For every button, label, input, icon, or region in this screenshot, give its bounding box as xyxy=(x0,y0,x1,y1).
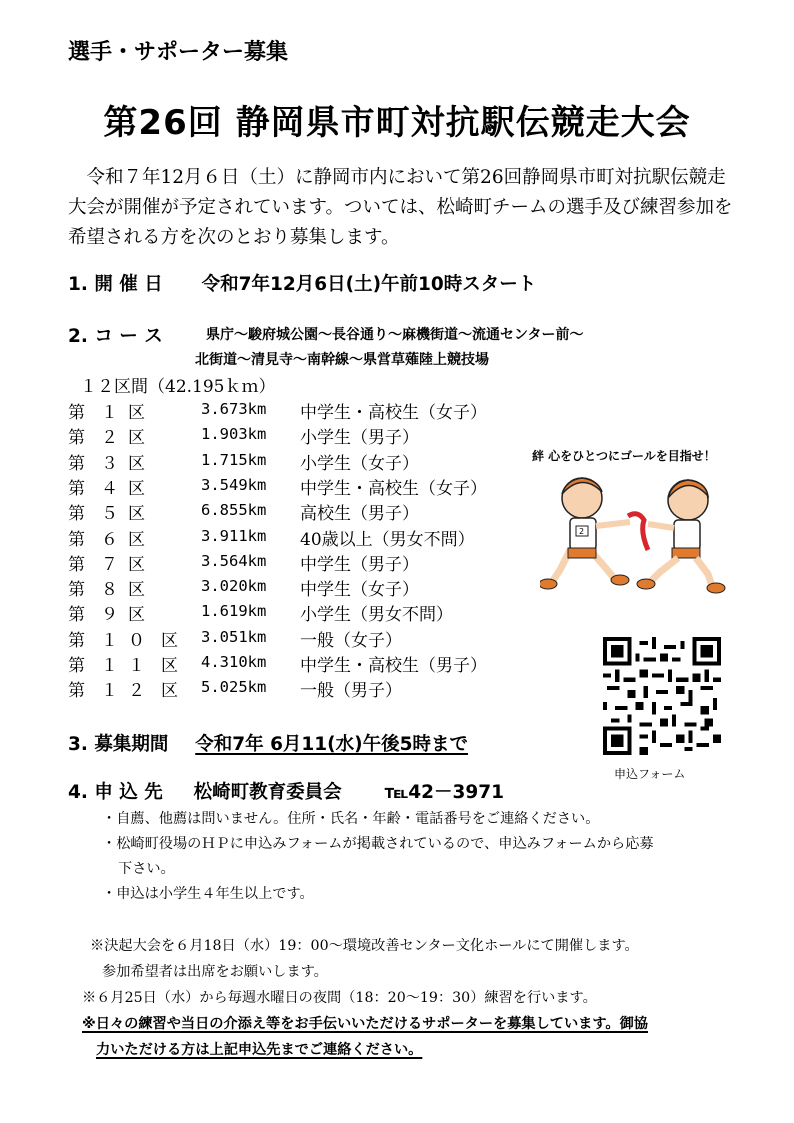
leg-dist: 6.855km xyxy=(201,501,267,520)
leg-c3: 区 xyxy=(128,605,145,626)
leg-c1: 第 xyxy=(68,529,85,550)
leg-c4: 区 xyxy=(161,630,178,651)
leg-cat: 中学生・高校生（女子） xyxy=(300,478,487,499)
leg-cat: 高校生（男子） xyxy=(300,504,419,525)
leg-c2: １ xyxy=(101,630,118,651)
leg-c3: 区 xyxy=(128,428,145,449)
leg-c3: ０ xyxy=(128,630,145,651)
leg-c2: ７ xyxy=(101,554,118,575)
recruit-heading: 選手・サポーター募集 xyxy=(68,40,289,65)
qr-code[interactable] xyxy=(603,637,721,755)
leg-dist: 3.051km xyxy=(201,627,267,646)
note-item: ・松崎町役場のＨＰに申込みフォームが掲載されているので、申込みフォームから応募 xyxy=(102,836,654,852)
course-route-line1: 県庁～駿府城公園～長谷通り～麻機街道～流通センター前～ xyxy=(206,327,584,343)
leg-c4: 区 xyxy=(161,681,178,702)
application-period-value: 令和7年 6月11(水)午後5時まで xyxy=(195,734,468,755)
note-item: ・申込は小学生４年生以上です。 xyxy=(102,886,314,902)
leg-c3: 区 xyxy=(128,478,145,499)
leg-dist: 1.903km xyxy=(201,425,267,444)
leg-c2: １ xyxy=(101,403,118,423)
leg-cat: 小学生（男子） xyxy=(300,428,419,449)
leg-dist: 5.025km xyxy=(201,678,267,697)
section-label: 3. 募集期間 xyxy=(68,734,169,755)
section-application-period xyxy=(68,730,468,756)
leg-c2: ４ xyxy=(101,478,118,499)
leg-dist: 4.310km xyxy=(201,653,267,671)
leg-cat: 中学生・高校生（女子） xyxy=(300,403,487,423)
leg-c2: ３ xyxy=(101,453,118,474)
leg-c3: 区 xyxy=(128,453,145,474)
note-item-continued: 下さい。 xyxy=(118,861,175,877)
leg-dist: 1.715km xyxy=(201,450,267,469)
leg-c1: 第 xyxy=(68,554,85,575)
leg-c3: 区 xyxy=(128,529,145,550)
leg-c1: 第 xyxy=(68,403,85,423)
leg-c2: １ xyxy=(101,656,118,676)
leg-dist: 3.020km xyxy=(201,577,267,596)
svg-text:2: 2 xyxy=(579,527,585,536)
leg-c3: 区 xyxy=(128,580,145,601)
leg-dist: 3.549km xyxy=(201,475,267,494)
leg-cat: 一般（男子） xyxy=(300,681,402,702)
leg-cat: 中学生・高校生（男子） xyxy=(300,656,487,676)
section-label: 4. 申 込 先 xyxy=(68,782,163,803)
leg-c2: ８ xyxy=(101,580,118,601)
leg-dist: 3.911km xyxy=(201,526,267,545)
qr-caption: 申込フォーム xyxy=(614,767,686,781)
section-label: 1. 開 催 日 xyxy=(68,274,163,295)
relay-runners-illustration xyxy=(540,470,740,600)
leg-c3: １ xyxy=(128,656,145,676)
annotation-supporters: ※日々の練習や当日の介添え等をお手伝いいただけるサポーターを募集しています。御協 xyxy=(82,1016,648,1032)
course-route-line2: 北街道～清見寺～南幹線～県営草薙陸上競技場 xyxy=(195,352,489,368)
leg-dist: 3.673km xyxy=(201,400,267,418)
leg-cat: 小学生（男女不問） xyxy=(300,605,453,626)
leg-cat: 小学生（女子） xyxy=(300,453,419,474)
leg-c1: 第 xyxy=(68,478,85,499)
contact-org: 松崎町教育委員会 xyxy=(193,782,342,803)
section-contact xyxy=(68,778,504,804)
intro-paragraph: 令和７年12月６日（土）に静岡市内において第26回静岡県市町対抗駅伝競走大会が開催が予定されています。ついては、松崎町チームの選手及び練習参加を希望される方を次のとおり募集します。 xyxy=(68,167,733,248)
leg-c2: ５ xyxy=(101,504,118,525)
annotation-rally: ※決起大会を６月18日（水）19：00～環境改善センター文化ホールにて開催します。 xyxy=(90,938,639,954)
leg-c1: 第 xyxy=(68,681,85,702)
leg-c1: 第 xyxy=(68,453,85,474)
leg-c1: 第 xyxy=(68,428,85,449)
leg-c3: 区 xyxy=(128,554,145,575)
leg-c3: 区 xyxy=(128,403,145,423)
leg-c2: ２ xyxy=(101,428,118,449)
leg-dist: 1.619km xyxy=(201,602,267,621)
leg-c1: 第 xyxy=(68,580,85,601)
leg-c3: 区 xyxy=(128,504,145,525)
leg-cat: 中学生（男子） xyxy=(300,554,419,575)
annotation-supporters-continued: 力いただける方は上記申込先までご連絡ください。 xyxy=(96,1042,423,1058)
leg-cat: 一般（女子） xyxy=(300,630,402,651)
slogan: 絆 心をひとつにゴールを目指せ！ xyxy=(532,449,716,463)
section-course-label: 2. コ ー ス xyxy=(68,326,163,347)
leg-c3: ２ xyxy=(128,681,145,702)
event-date-value: 令和7年12月6日(土)午前10時スタート xyxy=(201,274,537,295)
course-summary: １２区間（42.195ｋｍ） xyxy=(80,377,276,397)
leg-c2: １ xyxy=(101,681,118,702)
leg-dist: 3.564km xyxy=(201,551,267,570)
leg-c4: 区 xyxy=(161,656,178,676)
leg-c1: 第 xyxy=(68,630,85,651)
contact-phone: ℡42－3971 xyxy=(384,782,504,803)
note-item: ・自薦、他薦は問いません。住所・氏名・年齢・電話番号をご連絡ください。 xyxy=(102,811,600,827)
page-title: 第26回 静岡県市町対抗駅伝競走大会 xyxy=(103,103,691,143)
leg-c2: ９ xyxy=(101,605,118,626)
annotation-practice: ※６月25日（水）から毎週水曜日の夜間（18：20～19：30）練習を行います。 xyxy=(82,990,597,1006)
leg-c1: 第 xyxy=(68,605,85,626)
annotation-rally-continued: 参加希望者は出席をお願いします。 xyxy=(102,964,328,980)
leg-c1: 第 xyxy=(68,656,85,676)
leg-c1: 第 xyxy=(68,504,85,525)
section-event-date xyxy=(68,270,536,296)
leg-cat: 40歳以上（男女不問） xyxy=(300,529,475,550)
leg-c2: ６ xyxy=(101,529,118,550)
leg-cat: 中学生（女子） xyxy=(300,580,419,601)
